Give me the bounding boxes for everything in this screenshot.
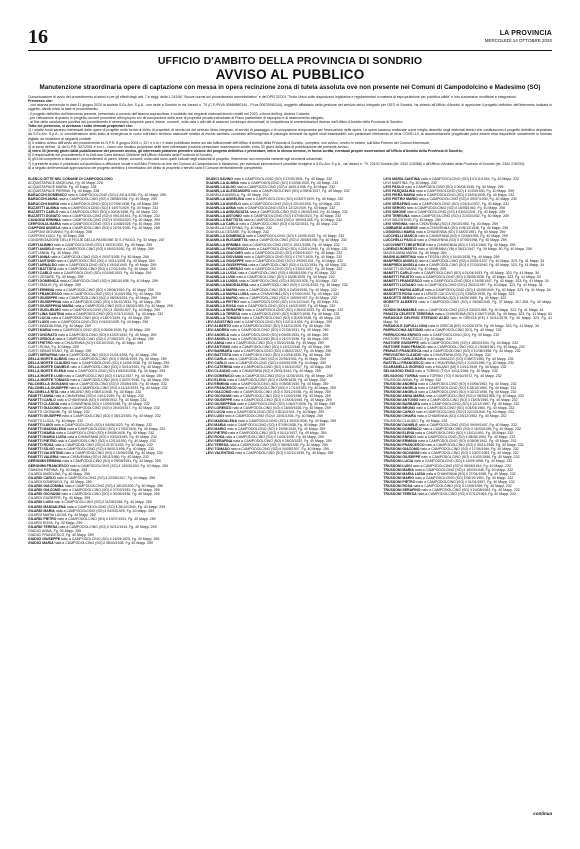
- owner-entry: MANETTI MARIA ADELE nata a CAMPODOLCINO (SO) il 10/08/1949, Fg. 40 Mapp. 323, Fg. 41 Mapp. 34: [383, 287, 551, 292]
- owner-entry: TRUSSONI LUIGI nato a CAMPODOLCINO (SO) il 06/06/1944, Fg. 40 Mapp. 232: [383, 463, 511, 468]
- owner-entry: LEVI ELENA nata a CAMPODOLCINO (SO) il 23/05/1928, Fg. 40 Mapp. 259: [205, 377, 326, 382]
- owner-entry: TRUSSONI DOMENICO nato a CAMPODOLCINO (SO) il 16/03/1945, Fg. 40 Mapp. 232: [383, 426, 521, 431]
- owner-entry: GUANELLA TOMASO nato a CAMPODOLCINO (SO) il 20/09/1938, Fg. 40 Mapp. 232: [205, 316, 341, 321]
- header-rule: [28, 50, 552, 51]
- owner-entry: LEVI ROSA nata a CAMPODOLCINO (SO) il 14/01/1930, Fg. 40 Mapp. 259: [205, 434, 324, 439]
- owner-entry: ACQUISTAPACE ANGELINA, Fg. 40 Mapp. 228: [28, 181, 103, 186]
- owner-entry: LEVI AGOSTINO nato a CAMPODOLCINO (SO) il 02/11/1926, Fg. 40 Mapp. 259: [205, 320, 332, 325]
- owner-entry: GILARDI MARIA nata a CAMPODOLCINO (SO) il 04/04/1929, Fg. 40 Mapp. 259: [28, 508, 155, 513]
- owner-entry: DELLA MORTE CLAUDIO nato a CAMPODOLCINO (SO) il 14/06/1938, Fg. 40 Mapp. 259: [28, 361, 170, 366]
- owner-entry: TRUSSONI BARBARA nata a CAMPODOLCINO (SO) il 12/12/1957, Fg. 40 Mapp. 232: [383, 402, 520, 407]
- owner-entry: LEVI ANNA nata a CAMPODOLCINO (SO) il 03/10/1938, Fg. 40 Mapp. 259: [205, 340, 324, 345]
- owner-entry: TRUSSONI ANNA MARIA nata a CAMPODOLCINO (SO) il 08/05/1958, Fg. 40 Mapp. 232: [383, 393, 524, 398]
- owner-entry: MAGNI ALBERTINA nata a TESSILI (SO) il 16/10/1928, Fg. 40 Mapp. 259: [383, 254, 500, 259]
- owner-entry: GUANELLA LUIGIA nata a CAMPODOLCINO (SO) il 30/10/1928, Fg. 40 Mapp. 232: [205, 279, 338, 284]
- owner-entry: TRUSSONI ERMINIA nata a CAMPODOLCINO (SO) il 05/08/1942, Fg. 40 Mapp. 232: [383, 439, 517, 443]
- owner-entry: GUANELLA MARIO nato a CAMPODOLCINO (SO) il 19/09/1937, Fg. 40 Mapp. 232: [205, 295, 337, 300]
- owner-entry: GUANELLA ALBINA nata a CAMPODOLCINO (SO) il 22/08/1932, Fg. 40 Mapp. 232: [205, 181, 339, 186]
- owner-entry: CURTI EMILIO, Fg. 40 Mapp. 259: [28, 283, 81, 288]
- owner-entry: FALCINELLA RITA nata a MILANO (MI) il 08/01/1946, Fg. 40 Mapp. 232: [28, 389, 142, 394]
- owner-entry: SCARAMELLA GIORGIO nato a MILANO (MI) il 14/11/1949, Fg. 40 Mapp. 232: [383, 365, 507, 370]
- owner-entry: TRUSSONI CARLO nato a CAMPODOLCINO (SO) il 22/10/1949, Fg. 40 Mapp. 232: [383, 410, 515, 415]
- owner-entry: LEVI CARLO nato a CAMPODOLCINO (SO) il 04/09/1935, Fg. 40 Mapp. 259: [205, 361, 327, 366]
- owner-entry: LEVI TERESINA nata a CAMPODOLCINO (SO) il 21/03/1932, Fg. 40 Mapp. 259: [383, 213, 510, 218]
- owner-entry: GUANELLA MARIA nata a CAMPODOLCINO (SO) il 24/03/1935, Fg. 40 Mapp. 232: [205, 287, 337, 292]
- owner-entry: LEVI SERAFINA nata a CAMPODOLCINO (SO) il 26/03/1932, Fg. 40 Mapp. 259: [205, 439, 332, 443]
- owner-entry: TRUSSONI ROSA nata a CAMPODOLCINO (SO) il 12/05/1959, Fg. 40 Mapp. 232: [383, 484, 512, 489]
- owner-entry: GERONIMI ERMINIA nata a CAMPODOLCINO (SO) il 09/09/1931, Fg. 40 Mapp. 259: [28, 459, 161, 464]
- owner-entry: LEVI LUIGI nato a CAMPODOLCINO (SO) il 13/01/1934, Fg. 40 Mapp. 259: [205, 414, 323, 419]
- owner-entry: CIAPPONI ANGELA nata a CAMPODOLCINO (SO) il 22/01/1930, Fg. 40 Mapp. 258: [28, 226, 160, 231]
- owner-entry: LEVI LORENZO nato a CAMPODOLCINO (SO) il 18/09/1928, Fg. 40 Mapp. 259: [205, 406, 331, 411]
- owner-entry: DELLA MORTE TOMASO nato a CAMPODOLCINO (SO) il 02/07/1940, Fg. 40 Mapp. 259: [28, 377, 169, 382]
- owner-entry: GIUDICI GIUSEPPE nato a CAMPODOLCINO (SO) il 14/09/1925, Fg. 40 Mapp. 259: [28, 537, 160, 542]
- owner-entry: GUANELLA DOMENICA nata a CAMPODOLCINO (SO) il 13/05/1933, Fg. 40 Mapp. 232: [205, 234, 345, 239]
- owner-entry: NONINI GIANMARIA nato a CAMPODOLCINO (SO) il 23/02/1965, Fg. 40 Mapp. 323, Fg. 41 Mapp. 34: [383, 308, 544, 312]
- owner-entry: GUANELLA ALDO nato a CAMPODOLCINO (SO) il 16/01/1935, Fg. 40 Mapp. 232: [205, 185, 335, 190]
- owner-entry: GILARDI MARIA LUIGIA, Fg. 40 Mapp. 259: [28, 512, 96, 517]
- owner-entry: GILARDI GIACOMO nato a CAMPODOLCINO (SO) il 07/02/1933, Fg. 40 Mapp. 259: [28, 488, 160, 493]
- owner-entry: LEVI CATERINA nata a CAMPODOLCINO (SO) il 16/11/1937, Fg. 40 Mapp. 259: [205, 365, 332, 370]
- owner-entry: LUCCHELLI MARCO nato a CHIAVENNA (SO) il 22/06/1955, Fg. 40 Mapp. 259: [383, 234, 508, 239]
- owner-entry: FANETTI LUIGI nato a CAMPODOLCINO (SO) il 04/06/1923, Fg. 40 Mapp. 232: [28, 422, 153, 427]
- owner-entry: GUANELLA PIETRO nato a CAMPODOLCINO (SO) il 01/12/1940, Fg. 40 Mapp. 232: [205, 299, 339, 304]
- owner-entry: GILARDI TERESA nata a CAMPODOLCINO (SO) il 02/11/1934, Fg. 40 Mapp. 259: [28, 524, 157, 529]
- owner-entry: PENNATI FRANCESCA nata a CAMPODOLCINO (SO) il 12/08/1958, Fg. 40 Mapp. 232: [383, 348, 521, 353]
- owner-entry: GUANELLA CESARE, Fg. 40 Mapp. 232: [205, 230, 269, 235]
- intro-paragraph: 6) gli Enti competenti a rilasciare i provvedimenti di pareri, intese, concerti, nulla osta sono quelli indicati negli elaborati di progetto; l'intervento non comporta variante agli strumenti urbanistici;: [28, 157, 324, 162]
- owner-entry: LEVI TOMASO nato a CAMPODOLCINO (SO) il 20/08/1937, Fg. 40 Mapp. 259: [205, 447, 329, 452]
- owner-entry: CURTI LUCIA nata a CAMPODOLCINO (SO) il 18/07/1929, Fg. 40 Mapp. 259: [28, 316, 150, 321]
- owner-entry: FANETTI GIOVANNI, Fg. 40 Mapp. 232: [28, 410, 90, 415]
- owner-entry: FANETTI ANNA nata a CHIAVENNA (SO) il 14/11/1939, Fg. 40 Mapp. 232: [28, 393, 144, 398]
- owner-entry: CURTI LUIGI nato a CAMPODOLCINO (SO) il 04/03/1935, Fg. 40 Mapp. 259: [28, 320, 149, 325]
- owner-entry: FANETTI ROSA nata a CAMPODOLCINO (SO) il 21/07/1933, Fg. 40 Mapp. 232: [28, 443, 153, 448]
- owner-entry: TRUSSONI GIUSEPPE nato a CAMPODOLCINO (SO) il 10/02/1956, Fg. 40 Mapp. 232: [383, 455, 520, 460]
- continues-label: continua: [533, 811, 552, 816]
- owner-entry: LUCCHELLI PAOLO nato a CHIAVENNA (SO) il 07/09/1958, Fg. 40 Mapp. 259: [383, 238, 507, 243]
- owner-entry: DELLA MORTE ALBINO nato a CAMPODOLCINO (SO) il 09/04/1929, Fg. 40 Mapp. 259: [28, 357, 167, 362]
- owner-entry: FANETTI PIETRO nato a CAMPODOLCINO (SO) il 12/10/1930, Fg. 40 Mapp. 232: [28, 439, 156, 443]
- owner-entry: SELVAGGIO ENZO nato a TORINO (TO) il 14/11/1969, Fg. 40 Mapp. 232: [383, 369, 498, 374]
- owner-entry: GILARDI GIUSEPPE, Fg. 40 Mapp. 259: [28, 496, 91, 501]
- owner-entry: GILARDI MADDALENA nata a CAMPODOLCINO (SO) il 26/12/1940, Fg. 40 Mapp. 259: [28, 504, 166, 509]
- owner-entry: LOSIGNOLI MARIA nata a CHIAVENNA (SO) il 18/02/1951, Fg. 40 Mapp. 259: [383, 230, 506, 235]
- owner-entry: GUANELLA ERMINIA nata a CAMPODOLCINO (SO) il 10/11/1938, Fg. 40 Mapp. 232: [205, 242, 340, 247]
- owner-entry: TRUSSONI ELENA nata a CAMPODOLCINO (SO) il 11/01/1951, Fg. 40 Mapp. 232: [383, 430, 514, 435]
- owner-entry: GIUDICI MARIA nata a CAMPODOLCINO (SO) il 08/03/1928, Fg. 40 Mapp. 259: [28, 541, 153, 546]
- intro-paragraph: Tutto ciò premesso, si avvisano i sotto elencati proprietari che:: [28, 124, 133, 129]
- intro-paragraph: - con istanza pervenuta in data 11 giugno 2020 la società S.Ec.Am. S.p.A., con sede a Sondrio in via Vanoni n. 79 (C.F./P.IVA 00669890144 - Pi.va 00670090144), soggetto affidatario della gestione del servizio idrico integrato per l'ATO di Sondrio, ha chiesto all'Ufficio d'Ambito di approvare il progetto definitivo dell'intervento indicato in oggetto, dando inizio la fase di procedimento;: [28, 103, 552, 112]
- owner-entry: GILARDI CARLO nato a CAMPODOLCINO (SO) il 22/06/1927, Fg. 40 Mapp. 259: [28, 475, 156, 480]
- owner-entry: TRUSSONI ANTONIO nato a CAMPODOLCINO (SO) il 15/03/1950, Fg. 40 Mapp. 232: [383, 398, 518, 403]
- owner-entry: CURTI FRANCESCO nato a CAMPODOLCINO (SO) il 11/03/1936, Fg. 40 Mapp. 259: [28, 291, 161, 296]
- owner-entry: CURTI ANTONIO nato a CAMPODOLCINO (SO) il 10/11/1928, Fg. 40 Mapp. 259: [28, 258, 155, 263]
- owner-entry: LEVI CLAUDIO nato a CHIAVENNA (SO) il 29/01/1942, Fg. 40 Mapp. 259: [205, 369, 321, 374]
- owner-entry: MANFREDI ANGELA nata a CAMPODOLCINO (SO) il 27/03/1940, Fg. 40 Mapp. 323, Fg. 41 Mapp. 34: [383, 262, 545, 267]
- owner-entry: FANETTI VALERIA nata a CHIAVENNA (SO) il 28/11/1950, Fg. 40 Mapp. 232: [28, 455, 149, 460]
- owner-entry: MAGNI ANNA MARIA, Fg. 40 Mapp. 259: [383, 250, 447, 255]
- owner-entry: FANETTI LUCIA, Fg. 40 Mapp. 232: [28, 418, 84, 423]
- owner-entry: PARRUCCHIA ANTONIO nato a CAMPODOLCINO (SO), Fg. 40 Mapp. 232: [383, 328, 502, 333]
- owner-entry: TRUSSONI MARIO nato a CAMPODOLCINO (SO) il 08/10/1951, Fg. 40 Mapp. 232: [383, 475, 514, 480]
- notice-title: AVVISO AL PUBBLICO: [215, 67, 365, 82]
- owner-entry: TRUSSONI GIOVANNI nato a CAMPODOLCINO (SO) il 23/07/1953, Fg. 40 Mapp. 232: [383, 451, 519, 456]
- owner-entry: RASTELLI CARLA MARIA nata a LOMAZZO (CO) il 08/07/1952, Fg. 40 Mapp. 232: [383, 357, 514, 362]
- owner-entry: PARRUCCHIA ENRICO nato a CAMPODOLCINO (SO), Fg. 40 Mapp. 232: [383, 332, 500, 337]
- owner-entry: TRUSSONI MARIA LUISA nata a CHIAVENNA (SO) il 27/04/1955, Fg. 40 Mapp. 232: [383, 471, 516, 476]
- owner-entry: TRUSSONI DANIELE nato a CAMPODOLCINO (SO) il 09/09/1947, Fg. 40 Mapp. 232: [383, 422, 517, 427]
- owner-entry: LEVI PIETRO MARIO nato a CAMPODOLCINO (SO) il 09/07/1930, Fg. 40 Mapp. 232: [383, 197, 517, 202]
- owner-entry: TRUSSONI ANGELA nata a CAMPODOLCINO (SO) il 28/10/1960, Fg. 40 Mapp. 232: [383, 385, 517, 390]
- owner-entry: LEVI ERMINIA nata a CAMPODOLCINO (SO) il 05/08/1930, Fg. 40 Mapp. 259: [205, 381, 329, 386]
- owner-entry: GUANELLA LORENZO nato a CAMPODOLCINO (SO) il 23/02/1937, Fg. 40 Mapp. 232: [205, 267, 343, 272]
- owner-entry: PASTORE GIAN FRANCO nato a CAMPODOLCINO (SO) il 19/06/1961, Fg. 40 Mapp. 232: [383, 344, 525, 349]
- notice-intro: [28, 95, 552, 173]
- owner-entry: TRUSSONI ANDREA nato a CAMPODOLCINO (SO) il 19/06/1962, Fg. 40 Mapp. 232: [383, 381, 517, 386]
- owner-entry: BARACCHI DOMENICO nato a CAMPODOLCINO (SO) il 24/11/1930, Fg. 40 Mapp. 259: [28, 193, 166, 198]
- owner-entry: GUANELLA MADDALENA nata a CAMPODOLCINO (SO) il 12/01/1932, Fg. 40 Mapp. 232: [205, 283, 348, 288]
- owner-entry: LEVI MARIO nato a CAMPODOLCINO (SO) il 19/08/1940, Fg. 40 Mapp. 259: [205, 426, 326, 431]
- publication-name: LA PROVINCIA: [499, 30, 552, 37]
- owner-entry: CURTI ARNALDO nato a CAMPODOLCINO (SO) il 19/04/1940, Fg. 40 Mapp. 259: [28, 262, 157, 267]
- owner-entry: CURTI ALBINO nato a CAMPODOLCINO (SO) il 16/03/1932, Fg. 40 Mapp. 259: [28, 242, 153, 247]
- owner-entry: GIUDICI FRANCESCO, Fg. 40 Mapp. 259: [28, 533, 94, 538]
- owner-entry: FANETTI CLAUDIA nata a CHIAVENNA (SO) il 10/09/1948, Fg. 40 Mapp. 232: [28, 402, 150, 407]
- owner-entry: MANETTI CARLO nato a CAMPODOLCINO (SO) il 01/04/1933, Fg. 40 Mapp. 323, Fg. 41 Mapp. 34: [383, 271, 539, 276]
- owner-entry: GILARDI GIOVANNI nato a CAMPODOLCINO (SO) il 30/05/1936, Fg. 40 Mapp. 259: [28, 492, 160, 497]
- owner-entry: CURTI CESARE, Fg. 40 Mapp. 259: [28, 275, 84, 280]
- intro-paragraph: 7) il presente avviso è pubblicato sul quotidiano a diffusione locale e sull'Albo Pretorio on-line dei Comuni di Campodolcino e Madesimo; per eventuali informazioni è possibile rivolgersi a S.Ec.Am. S.p.A., via Vanoni n. 79, 23100 Sondrio (tel. 0342 215388) o all'Ufficio d'Ambito della Provincia di Sondrio (tel. 0342 215233);: [28, 161, 525, 166]
- owner-entry: GUANELLA ANGELO nato a CAMPODOLCINO (SO) il 20/10/1926, Fg. 40 Mapp. 232: [205, 201, 341, 206]
- owner-entry: GUANELLA TERESA nata a CAMPODOLCINO (SO) il 08/07/1936, Fg. 40 Mapp. 232: [205, 312, 340, 317]
- masthead: [485, 30, 552, 43]
- owner-entry: BARACCHI MARIA nata a CAMPODOLCINO (SO) il 07/06/1938, Fg. 40 Mapp. 259: [28, 201, 159, 206]
- owner-entry: TRUSSONI BRUNO nato a CAMPODOLCINO (SO) il 04/04/1960, Fg. 40 Mapp. 232: [383, 406, 515, 411]
- owner-entry: LEVI TERESA nata a CAMPODOLCINO (SO) il 08/06/1935, Fg. 40 Mapp. 259: [205, 443, 328, 448]
- owner-entry: LEVI LUCIA nata a CAMPODOLCINO (SO) il 30/11/1931, Fg. 40 Mapp. 259: [205, 410, 325, 415]
- intro-paragraph: 1) i relativi fondi saranno interessati dalle opere di progetto nella forma di diritto di proprietà, di servitù ed del servizio idrico integrato, di servitù di passaggio o di occupazione temporanea per l'esecuzione delle opere. Le opere saranno realizzate come meglio descritto negli elaborati tecnici che costituiscono il progetto definitivo depositato da S.Ec.Am. S.p.A.; in considerazione dello stato di emergenza in corso sull'intero territorio nazionale relativo al rischio sanitario connesso all'insorgenza di patologie derivanti da agenti virali trasmissibili, con particolare riferimento al virus COVID-19, la documentazione progettuale potrà essere resa disponibile unicamente in formato digitale da richiedere ai seguenti contatti;: [28, 128, 552, 141]
- owner-entry: PANIZZA CELESTE TERESINA nata a CHIAVENNA (SO) il 15/07/1938, Fg. 40 Mapp. 323, Fg. 41 Mapp. 34: [383, 312, 552, 317]
- owner-entry: PREVOSTINI CLAUDIO nato a CHIAVENNA (SO), Fg. 40 Mapp. 232: [383, 353, 491, 358]
- owner-entry: GUANELLA ANNUNCIATA nata a CAMPODOLCINO (SO) il 25/03/1941, Fg. 40 Mapp. 232: [205, 209, 348, 214]
- owner-entry: GIANONI PIERINA, Fg. 40 Mapp. 259: [28, 467, 88, 472]
- owner-entry: GUANELLA BATTISTA nato a CAMPODOLCINO (SO) il 18/09/1928, Fg. 40 Mapp. 232: [205, 217, 342, 222]
- owner-entry: PARASOLE ZUPULLI NIVA nata in GRECIA (EE) il 01/09/1976, Fg. 40 Mapp. 323, Fg. 41 Mapp. 34: [383, 324, 539, 329]
- owner-entry: TRUSSONI ANGELO nato a CAMPODOLCINO (SO) il 02/12/1955, Fg. 40 Mapp. 232: [383, 389, 517, 394]
- owner-entry: GERONIMI FRANCESCO nato a CAMPODOLCINO (SO) il 13/03/1934, Fg. 40 Mapp. 259: [28, 463, 169, 468]
- list-column-2: [206, 177, 375, 807]
- owner-entry: LORENZI ROBERTO nato a VERBANIA (VB) il 06/11/1947, Fg. 39 Mapp. 50, Fg. 40 Mapp. 259: [383, 246, 532, 251]
- owner-entry: LEVI VALENTINO nato a CAMPODOLCINO (SO) il 02/11/1939, Fg. 40 Mapp. 259: [205, 451, 334, 456]
- owner-entry: LOMBARDI AGNESE nata a CHIAVENNA (SO) il 05/12/1946, Fg. 40 Mapp. 259: [383, 226, 509, 231]
- owner-entry: GUANELLA ALESSANDRO nato a CAMPODOLCINO (SO) il 09/04/1937, Fg. 40 Mapp. 232: [205, 189, 350, 194]
- owner-entry: LEVI FRANCESCO nato a CAMPODOLCINO (SO) il 17/10/1933, Fg. 40 Mapp. 259: [205, 385, 336, 390]
- owner-entry: GIUDICI SAVINO nato a CAMPODOLCINO (SO) il 27/05/1931, Fg. 40 Mapp. 232: [205, 177, 333, 181]
- intro-paragraph: - al fine della conclusione positiva del procedimento è necessario acquisire pareri, intese, concerti, nulla osta o altri atti di assenso comunque denominati, di competenza di amministrazioni diverse dall'Ufficio d'Ambito della Provincia di Sondrio;: [28, 119, 403, 124]
- owner-entry: FANETTI VALENTINO nato a CAMPODOLCINO (SO) il 15/05/1938, Fg. 40 Mapp. 232: [28, 451, 163, 456]
- owner-entry: CAVAGNA ERMINIA nata a CAMPODOLCINO (SO) il 02/05/1920, Fg. 40 Mapp. 259: [28, 217, 161, 222]
- owner-entry: TRUSSONI GIACOMO nato a CAMPODOLCINO (SO) il 17/04/1949, Fg. 40 Mapp. 232: [383, 447, 519, 452]
- owner-entry: TRUSSONI CLAUDIO, Fg. 40 Mapp. 232: [383, 418, 448, 423]
- owners-list: [28, 177, 552, 807]
- owner-entry: ACQUISTAPACE PIERINA, Fg. 40 Mapp. 228: [28, 189, 100, 194]
- office-title: UFFICIO D'AMBITO DELLA PROVINCIA DI SONDRIO: [157, 55, 423, 67]
- owner-entry: MASCETTI ROSA nata a LURATE CACCIVIO (CO) il 25/02/1935, Fg. 40 Mapp. 323: [383, 291, 515, 296]
- owner-entry: LEVI ANGELO nato a CAMPODOLCINO (SO) il 21/07/1936, Fg. 40 Mapp. 259: [205, 336, 329, 341]
- owner-entry: CURTI GIUSEPPINA nata a CAMPODOLCINO (SO) il 24/12/1933, Fg. 40 Mapp. 259: [28, 299, 161, 304]
- owner-entry: LUCCHINETTI BEATRICE nata a CHIAVENNA (SO) il 10/11/1960, Fg. 40 Mapp. 259: [383, 242, 516, 247]
- owner-entry: GUANELLA CARLO nato a CAMPODOLCINO (SO) il 01/02/1931, Fg. 40 Mapp. 232: [205, 222, 338, 227]
- owner-entry: MORETTI ALBERTO nato a CAMPODOLCINO (SO) il 25/06/1945, Fg. 37 Mapp. 307-308, Fg. 40 Mapp. 323: [383, 299, 552, 308]
- owner-entry: GUANELLA GIUSEPPINA nata a CAMPODOLCINO (SO) il 11/12/1934, Fg. 40 Mapp. 232: [205, 262, 347, 267]
- owner-entry: LEVI GIACOMO nato a CAMPODOLCINO (SO) il 30/12/1935, Fg. 40 Mapp. 259: [205, 389, 331, 394]
- owner-entry: GUANELLA LUCIA nata a CAMPODOLCINO (SO) il 06/05/1939, Fg. 40 Mapp. 232: [205, 271, 336, 276]
- owner-entry: FANETTI GIACOMO nato a CAMPODOLCINO (SO) il 25/03/1917, Fg. 40 Mapp. 232: [28, 406, 160, 411]
- owner-entry: FANETTI GIUSEPPE nato a CAMPODOLCINO (SO) il 08/12/1920, Fg. 40 Mapp. 232: [28, 414, 161, 419]
- owner-entry: DELLA MORTE LUIGI nato a CAMPODOLCINO (SO) il 16/11/1927, Fg. 40 Mapp. 259: [28, 373, 163, 378]
- owner-entry: ACQUISTAPACE MARIA, Fg. 40 Mapp. 228: [28, 185, 97, 190]
- owner-entry: CURTI ONORATO nato a CAMPODOLCINO (SO) il 12/02/1932, Fg. 40 Mapp. 259: [28, 332, 157, 337]
- owner-entry: CURTI GUGLIELMO nato a CAMPODOLCINO (SO) il 15/09/1927, Fg. 40 Mapp. 259: [28, 308, 161, 312]
- owner-entry: LEVI PIERA MARIA nata a CAMPODOLCINO (SO) il 15/04/1935, Fg. 40 Mapp. 232: [383, 193, 515, 198]
- owner-entry: FALCINELLA GIOVANNI nato a CAMPODOLCINO (SO) il 20/09/1925, Fg. 40 Mapp. 232: [28, 381, 167, 386]
- owner-entry: LEVI DOMENICO nato a CAMPODOLCINO (SO) il 11/03/1925, Fg. 40 Mapp. 259: [205, 373, 333, 378]
- owner-entry: LEVI ANTONIO nato a CAMPODOLCINO (SO) il 15/12/1940, Fg. 40 Mapp. 259: [205, 344, 330, 349]
- owner-entry: SELVAGGIO TORINA nata a TORINO (TO) il 06/10/1972, Fg. 40 Mapp. 232: [383, 373, 502, 378]
- intro-paragraph: 2) il relativo avviso dell'avvio del procedimento ex D.P.R. 8 giugno 2001 n. 327 e s.m.i. è stato pubblicato anche sul sito istituzionale dell'Ufficio d'Ambito della Provincia di Sondrio, completo, con avviso, ovvero in sintesi, sull'Albo Pretorio dei Comuni interessati;: [28, 140, 430, 145]
- owner-entry: FANETTI MARIA nata a CAMPODOLCINO (SO) il 29/08/1928, Fg. 40 Mapp. 232: [28, 430, 155, 435]
- owner-entry: GUANELLA ROSA nata a CAMPODOLCINO (SO) il 14/02/1930, Fg. 40 Mapp. 232: [205, 303, 336, 308]
- owner-entry: LEVI GIUSEPPINA nata a CAMPODOLCINO (SO) il 06/07/1926, Fg. 40 Mapp. 259: [205, 402, 336, 407]
- owner-entry: TRUSSONI PIETRO nato a CAMPODOLCINO (SO) il 01/01/1957, Fg. 40 Mapp. 232: [383, 479, 515, 484]
- owner-entry: LEVI PASQUALINA nata a CAMPODOLCINO (SO) il 11/04/1930, Fg. 40 Mapp. 259: [383, 189, 514, 194]
- owner-entry: LEVI SERGIO nato a CAMPODOLCINO (SO) il 16/08/1940, Fg. 40 Mapp. 259: [383, 205, 505, 210]
- owner-entry: FANETTI MADDALENA nata a CAMPODOLCINO (SO) il 17/02/1926, Fg. 40 Mapp. 232: [28, 426, 166, 431]
- intro-paragraph: Premesso che:: [28, 99, 53, 104]
- owner-entry: BUZZETTI CARLO nato a CAMPODOLCINO (SO) il 30/04/1936, Fg. 40 Mapp. 232: [28, 209, 158, 214]
- owner-entry: MANETTI FAUSTO nato a CAMPODOLCINO (SO) il 25/05/1938, Fg. 40 Mapp. 323, Fg. 41 Mapp. 34: [383, 275, 541, 280]
- owner-entry: CURTI ANNA, Fg. 40 Mapp. 259: [28, 250, 79, 255]
- owner-entry: MANETTI GIOVANNI, Fg. 40 Mapp. 259: [383, 267, 446, 272]
- owner-entry: TRUSSONI ENRICO nato a CAMPODOLCINO (SO) il 28/06/1954, Fg. 40 Mapp. 232: [383, 434, 516, 439]
- intro-paragraph: 3) ai sensi dell'art. 11 del D.P.R. 327/2001 e s.m.i., coloro che risultino proprietari delle aree interessate possono presentare osservazioni scritte, entro 30 giorni dalla data di pubblicazione del presente avviso;: [28, 144, 349, 149]
- owner-entry: GIUDICI ANNA, Fg. 40 Mapp. 259: [28, 529, 82, 534]
- owner-entry: CURTI MARIA nata a CAMPODOLCINO (SO) il 06/06/1926, Fg. 40 Mapp. 259: [28, 328, 151, 333]
- owner-entry: TRUSSONI CHIARA nata a CHIAVENNA (SO) il 25/12/1952, Fg. 40 Mapp. 232: [383, 414, 507, 419]
- owner-entry: LEVI PIETRO nato a CAMPODOLCINO (SO) il 01/11/1927, Fg. 40 Mapp. 259: [205, 430, 327, 435]
- owner-entry: CERFOGLIA MARIA nata a CAMPODOLCINO (SO) il 11/08/1925, Fg. 40 Mapp. 259: [28, 222, 160, 227]
- owner-entry: GUANELLA ANNA nata a CAMPODOLCINO (SO) il 12/12/1939, Fg. 40 Mapp. 232: [205, 205, 336, 210]
- owner-entry: CURTI GIUSEPPINA MARIA nata a CAMPODOLCINO (SO) il 06/02/1939, Fg. 40 Mapp. 259: [28, 303, 173, 308]
- owner-entry: LEVI GIOVANNI nato a CAMPODOLCINO (SO) il 12/02/1938, Fg. 40 Mapp. 259: [205, 393, 331, 398]
- list-heading: ELENCO DITTE NEL COMUNE DI CAMPODOLCINO: [28, 177, 113, 181]
- owner-entry: TRUSSONI FRANCESCO nato a CAMPODOLCINO (SO) il 30/11/1946, Fg. 40 Mapp. 232: [383, 443, 524, 448]
- owner-entry: DELLA MORTE ELENA nata a CAMPODOLCINO (SO) il 05/03/1936, Fg. 40 Mapp. 259: [28, 369, 166, 374]
- owner-entry: LEVI ALBERTO nato a CAMPODOLCINO (SO) il 14/01/1929, Fg. 40 Mapp. 259: [205, 324, 331, 329]
- owner-entry: LEVI MARIA SANTINA nata a CAMPODOLCINO (SO) il 01/11/1934, Fg. 40 Mapp. 232: [383, 177, 519, 181]
- owner-entry: LEVI VALENTINO, Fg. 40 Mapp. 259: [383, 217, 441, 222]
- owner-entry: BUZZETTI ALBINA nata a CAMPODOLCINO (SO) il 14/07/1929, Fg. 40 Mapp. 232: [28, 205, 159, 210]
- owner-entry: TRUSSONI SERAFINO nato a CAMPODOLCINO (SO) il 24/08/1961, Fg. 40 Mapp. 232: [383, 488, 520, 493]
- owner-entry: CURTI BATTISTA nato a CAMPODOLCINO (SO) il 17/01/1926, Fg. 40 Mapp. 259: [28, 267, 156, 272]
- owner-entry: TRUSSONI TERESA nata a CAMPODOLCINO (SO) il 07/12/1963, Fg. 40 Mapp. 232: [383, 492, 516, 497]
- owner-entry: PARASOLE DELFINO STEFANO ALDO nato in GRECIA (EE) il 02/11/1978, Fg. 40 Mapp. 323, Fg. 41 Mapp. 34: [383, 316, 553, 325]
- owner-entry: LEVI PAOLO nato a CAMPODOLCINO (SO) il 09/04/1935, Fg. 40 Mapp. 259: [383, 185, 504, 190]
- owner-entry: GUANELLA SERAFINO nato a CAMPODOLCINO (SO) il 26/04/1933, Fg. 40 Mapp. 232: [205, 308, 344, 312]
- owner-entry: CURTI DOMENICA nata a CAMPODOLCINO (SO) il 28/10/1938, Fg. 40 Mapp. 259: [28, 279, 158, 284]
- owner-entry: GUANELLA MARIA LUISA nata a CHIAVENNA (SO) il 07/06/1944, Fg. 40 Mapp. 232: [205, 291, 340, 296]
- owner-entry: FANETTI SILVIO nato a CAMPODOLCINO (SO) il 06/01/1936, Fg. 40 Mapp. 232: [28, 447, 154, 452]
- list-column-1: [28, 177, 197, 807]
- owner-entry: GUANELLA ANTONIO nato a CAMPODOLCINO (SO) il 07/06/1923, Fg. 40 Mapp. 232: [205, 213, 342, 218]
- intro-paragraph: Comunicazione di avvio del procedimento ai sensi e per gli effetti degli artt. 7 e segg. della L.241/90 "Nuove norme sul procedimento amministrativo" e del DPR 327/01 "Testo Unico sulle disposizioni legislative e regolamentari in materia di espropriazione per pubblica utilità" e loro successive modifiche e integrazioni.: [28, 95, 517, 99]
- owner-entry: GILARDI DOMENICO, Fg. 40 Mapp. 259: [28, 479, 92, 484]
- owner-entry: CURTI PIETRO nato a CHIAVENNA (SO) il 03/10/1940, Fg. 40 Mapp. 259: [28, 340, 144, 345]
- intro-paragraph: 5) il responsabile del procedimento è la Dott.ssa Carla Arbazzi, Direttore dell'Ufficio d'Ambito della Provincia di Sondrio;: [28, 153, 213, 158]
- owner-entry: TRUSSONI MARIA nata a CAMPODOLCINO (SO) il 19/03/1948, Fg. 40 Mapp. 232: [383, 467, 514, 472]
- owner-entry: LEVI ANGELA nata a CAMPODOLCINO (SO) il 09/05/1934, Fg. 40 Mapp. 259: [205, 332, 329, 337]
- owner-entry: LEVI MADDALENA nata a CAMPODOLCINO (SO) il 25/03/1936, Fg. 40 Mapp. 259: [205, 418, 337, 423]
- owner-entry: GUANELLA GIACOMO nato a CAMPODOLCINO (SO) il 05/04/1927, Fg. 40 Mapp. 232: [205, 250, 343, 255]
- owner-entry: CURTI SEBASTIANO, Fg. 40 Mapp. 259: [28, 348, 92, 353]
- owner-entry: FALCINELLA GIUSEPPE nato a CAMPODOLCINO (SO) il 11/12/1933, Fg. 40 Mapp. 232: [28, 385, 168, 390]
- owner-entry: MANETTI FRANCESCO nato a CAMPODOLCINO (SO) il 24/08/1947, Fg. 40 Mapp. 323, Fg. 41 Mapp. 34: [383, 279, 549, 284]
- owner-entry: GUANELLA ANGELA, Fg. 40 Mapp. 232: [205, 193, 269, 198]
- owner-entry: BUZZETTI DONATO nato a CAMPODOLCINO (SO) il 09/10/1941, Fg. 40 Mapp. 232: [28, 213, 160, 218]
- owner-entry: PASTORE FRANCESCO, Fg. 40 Mapp. 232: [383, 336, 453, 341]
- intro-paragraph: - il progetto definitivo dell'intervento prevede, presentato a corredo dell'istanza sopraccitata, è costituito dai seguenti elaborati tecnici redatti nel 2020, a firma dell'Ing. Andrea Colombi;: [28, 111, 310, 116]
- owner-entry: MANFREDI ANGELO nato a CAMPODOLCINO (SO) il 03/01/1937, Fg. 40 Mapp. 323, Fg. 41 Mapp. 34: [383, 258, 545, 263]
- owner-entry: MASCETTI SERGIO nato a CHIAVENNA (SO) il 14/05/1960, Fg. 40 Mapp. 323: [383, 295, 507, 300]
- owner-entry: CURTI ANGELO nato a CAMPODOLCINO (SO) il 05/02/1930, Fg. 40 Mapp. 259: [28, 246, 154, 251]
- owner-entry: GUANELLA GIUSEPPE nato a CAMPODOLCINO (SO) il 29/09/1931, Fg. 40 Mapp. 232: [205, 258, 344, 263]
- owner-entry: DELLA MORTE DANIELE nato a CAMPODOLCINO (SO) il 30/10/1931, Fg. 40 Mapp. 259: [28, 365, 169, 370]
- owner-entry: TRUSSONI ANNA, Fg. 40 Mapp. 232: [383, 377, 442, 382]
- owner-entry: GILARDI ANGELINA, Fg. 40 Mapp. 259: [28, 471, 90, 476]
- owner-entry: FANETTI MARIA LUISA nata a CHIAVENNA (SO) il 03/04/1945, Fg. 40 Mapp. 232: [28, 434, 157, 439]
- owner-entry: CIAPPONI GIOVANNI, Fg. 40 Mapp. 258: [28, 230, 92, 235]
- owner-entry: LEVI CARLA nata a CAMPODOLCINO (SO) il 22/06/1932, Fg. 40 Mapp. 259: [205, 357, 326, 362]
- owner-entry: LEVI SIMONE nato a CAMPODOLCINO (SO) il 03/02/1941, Fg. 40 Mapp. 259: [383, 209, 506, 214]
- owner-entry: LEVI BATTISTA nato a CAMPODOLCINO (SO) il 10/04/1930, Fg. 40 Mapp. 259: [205, 353, 331, 358]
- owner-entry: CURTI GIUSEPPE nato a CAMPODOLCINO (SO) il 08/05/1924, Fg. 40 Mapp. 259: [28, 295, 157, 300]
- intro-paragraph: - per l'attuazione di quanto in progetto occorre procedere all'esproprio e/o all'occupazione delle aree di proprietà privata individuate al Piano particellare di esproprio e di asservimento allegato;: [28, 115, 324, 120]
- owner-entry: LEVI ANDREA nato a CAMPODOLCINO (SO) il 27/03/1931, Fg. 40 Mapp. 259: [205, 328, 329, 333]
- page-number: 16: [28, 26, 48, 48]
- owner-entry: GILARDI PIETRO nato a CAMPODOLCINO (SO) il 19/07/1931, Fg. 40 Mapp. 259: [28, 516, 156, 521]
- owner-entry: GUANELLA GIOVANNI nato a CAMPODOLCINO (SO) il 17/07/1929, Fg. 40 Mapp. 232: [205, 254, 343, 259]
- owner-entry: GUANELLA ELISABETTA nata a CAMPODOLCINO (SO) il 28/08/1936, Fg. 40 Mapp. 232: [205, 238, 347, 243]
- owner-entry: CURTI ROSA, Fg. 40 Mapp. 259: [28, 344, 79, 349]
- owner-entry: CURTI ANNA nata a CAMPODOLCINO (SO) il 20/07/1935, Fg. 40 Mapp. 259: [28, 254, 149, 259]
- intro-paragraph: 4) entro 30 (trenta) giorni dalla pubblicazione del presente avviso, gli interessati potranno prendere visione del progetto definitivo e presentare, entro lo stesso termine, in forma scritta, eventuali proprie osservazioni all'Ufficio d'Ambito della Provincia di Sondrio;: [28, 149, 463, 154]
- owner-entry: GILARDI LUIGI nato a CAMPODOLCINO (SO) il 11/08/1938, Fg. 40 Mapp. 259: [28, 500, 152, 505]
- publication-date: MERCOLEDÌ 14 OTTOBRE 2020: [484, 38, 552, 43]
- owner-entry: FANETTI CARLO nato a CHIAVENNA (SO) il 19/05/1942, Fg. 40 Mapp. 232: [28, 398, 147, 403]
- owner-entry: GUANELLA LUIGI nato a CAMPODOLCINO (SO) il 18/08/1925, Fg. 40 Mapp. 232: [205, 275, 335, 280]
- owner-entry: LEVI BARBARA nata a CAMPODOLCINO (SO) il 28/02/1927, Fg. 40 Mapp. 259: [205, 348, 332, 353]
- owner-entry: BARACCHI ANNA nata a CAMPODOLCINO (SO) il 28/08/1934, Fg. 40 Mapp. 259: [28, 197, 157, 202]
- owner-entry: LEVI MARIA nata a CAMPODOLCINO (SO) il 07/06/1938, Fg. 40 Mapp. 259: [205, 422, 326, 427]
- owner-entry: CURTI LINA SANTINA nata a CAMPODOLCINO (SO) il 01/11/1941, Fg. 40 Mapp. 232: [28, 312, 164, 317]
- owner-entry: LEVI MARTINA, Fg. 40 Mapp. 232: [383, 181, 437, 186]
- owner-entry: PASTORE GIUSEPPE nato a CAMPODOLCINO (SO) il 18/02/1934, Fg. 40 Mapp. 232: [383, 340, 519, 345]
- notice-subject: Manutenzione straordinaria opere di captazione con messa in opera recinzione zona di tutela assoluta ove non presente nei Comuni di Campodolcino e Madesimo (SO): [39, 84, 541, 91]
- owner-entry: GUANELLA FRANCESCO nato a CAMPODOLCINO (SO) il 22/01/1940, Fg. 40 Mapp. 232: [205, 246, 348, 251]
- owner-entry: CURTI ERMINIA nata a CAMPODOLCINO (SO) il 29/06/1930, Fg. 40 Mapp. 259: [28, 287, 154, 292]
- owner-entry: CURTI CARLO nato a CAMPODOLCINO (SO) il 02/06/1933, Fg. 40 Mapp. 259: [28, 271, 152, 276]
- owner-entry: LEVI SERAFINO nato a CAMPODOLCINO (SO) il 24/11/1937, Fg. 40 Mapp. 232: [383, 201, 510, 206]
- owner-entry: CURTI MADDALENA, Fg. 40 Mapp. 259: [28, 324, 91, 329]
- owner-entry: LEVI VIRGINIA nata a CHIAVENNA (SO) il 29/10/1950, Fg. 40 Mapp. 259: [383, 222, 499, 227]
- owner-entry: GUANELLA ANGELINA nata a CAMPODOLCINO (SO) il 03/07/1929, Fg. 40 Mapp. 232: [205, 197, 344, 202]
- owner-entry: LEVI GIUSEPPE nato a CAMPODOLCINO (SO) il 24/04/1940, Fg. 40 Mapp. 259: [205, 398, 332, 403]
- owner-entry: TRUSSONI LUCIA nata a CAMPODOLCINO (SO) il 14/09/1958, Fg. 40 Mapp. 232: [383, 459, 513, 464]
- owner-entry: RASTELLI FRANCESCO nato a CHIAVENNA (SO) il 21/03/1955, Fg. 40 Mapp. 232: [383, 361, 514, 366]
- list-column-3: [383, 177, 552, 807]
- owner-entry: MANETTI LUCIANO nato a CAMPODOLCINO (SO) il 26/01/1957, Fg. 40 Mapp. 323, Fg. 41 Mapp. 34: [383, 283, 543, 288]
- owner-entry: CURTI ORSOLA nata a CAMPODOLCINO (SO) il 27/08/1937, Fg. 40 Mapp. 259: [28, 336, 154, 341]
- owner-entry: CONGREGAZIONE DELLE FIGLIE DELLA PASSIONE DI S. PAOLO, Fg. 32 Mapp. 287: [28, 238, 165, 243]
- intro-paragraph: 8) a seguito dell'eventuale approvazione del progetto definitivo il beneficiario del diritto di proprietà o servitù sarà il Comune territorialmente competente.: [28, 165, 264, 170]
- owner-entry: GUANELLA CATERINA, Fg. 40 Mapp. 232: [205, 226, 272, 231]
- owner-entry: CURTI SERAFINA nata a CAMPODOLCINO (SO) il 21/01/1934, Fg. 40 Mapp. 259: [28, 353, 157, 358]
- owner-entry: GILARDI GIACOMINA nata a CAMPODOLCINO (SO) il 18/10/1930, Fg. 40 Mapp. 259: [28, 484, 163, 489]
- owner-entry: GILARDI ROSA, Fg. 40 Mapp. 259: [28, 520, 83, 525]
- owner-entry: CIAPPONI LUIGI, Fg. 40 Mapp. 258: [28, 234, 85, 239]
